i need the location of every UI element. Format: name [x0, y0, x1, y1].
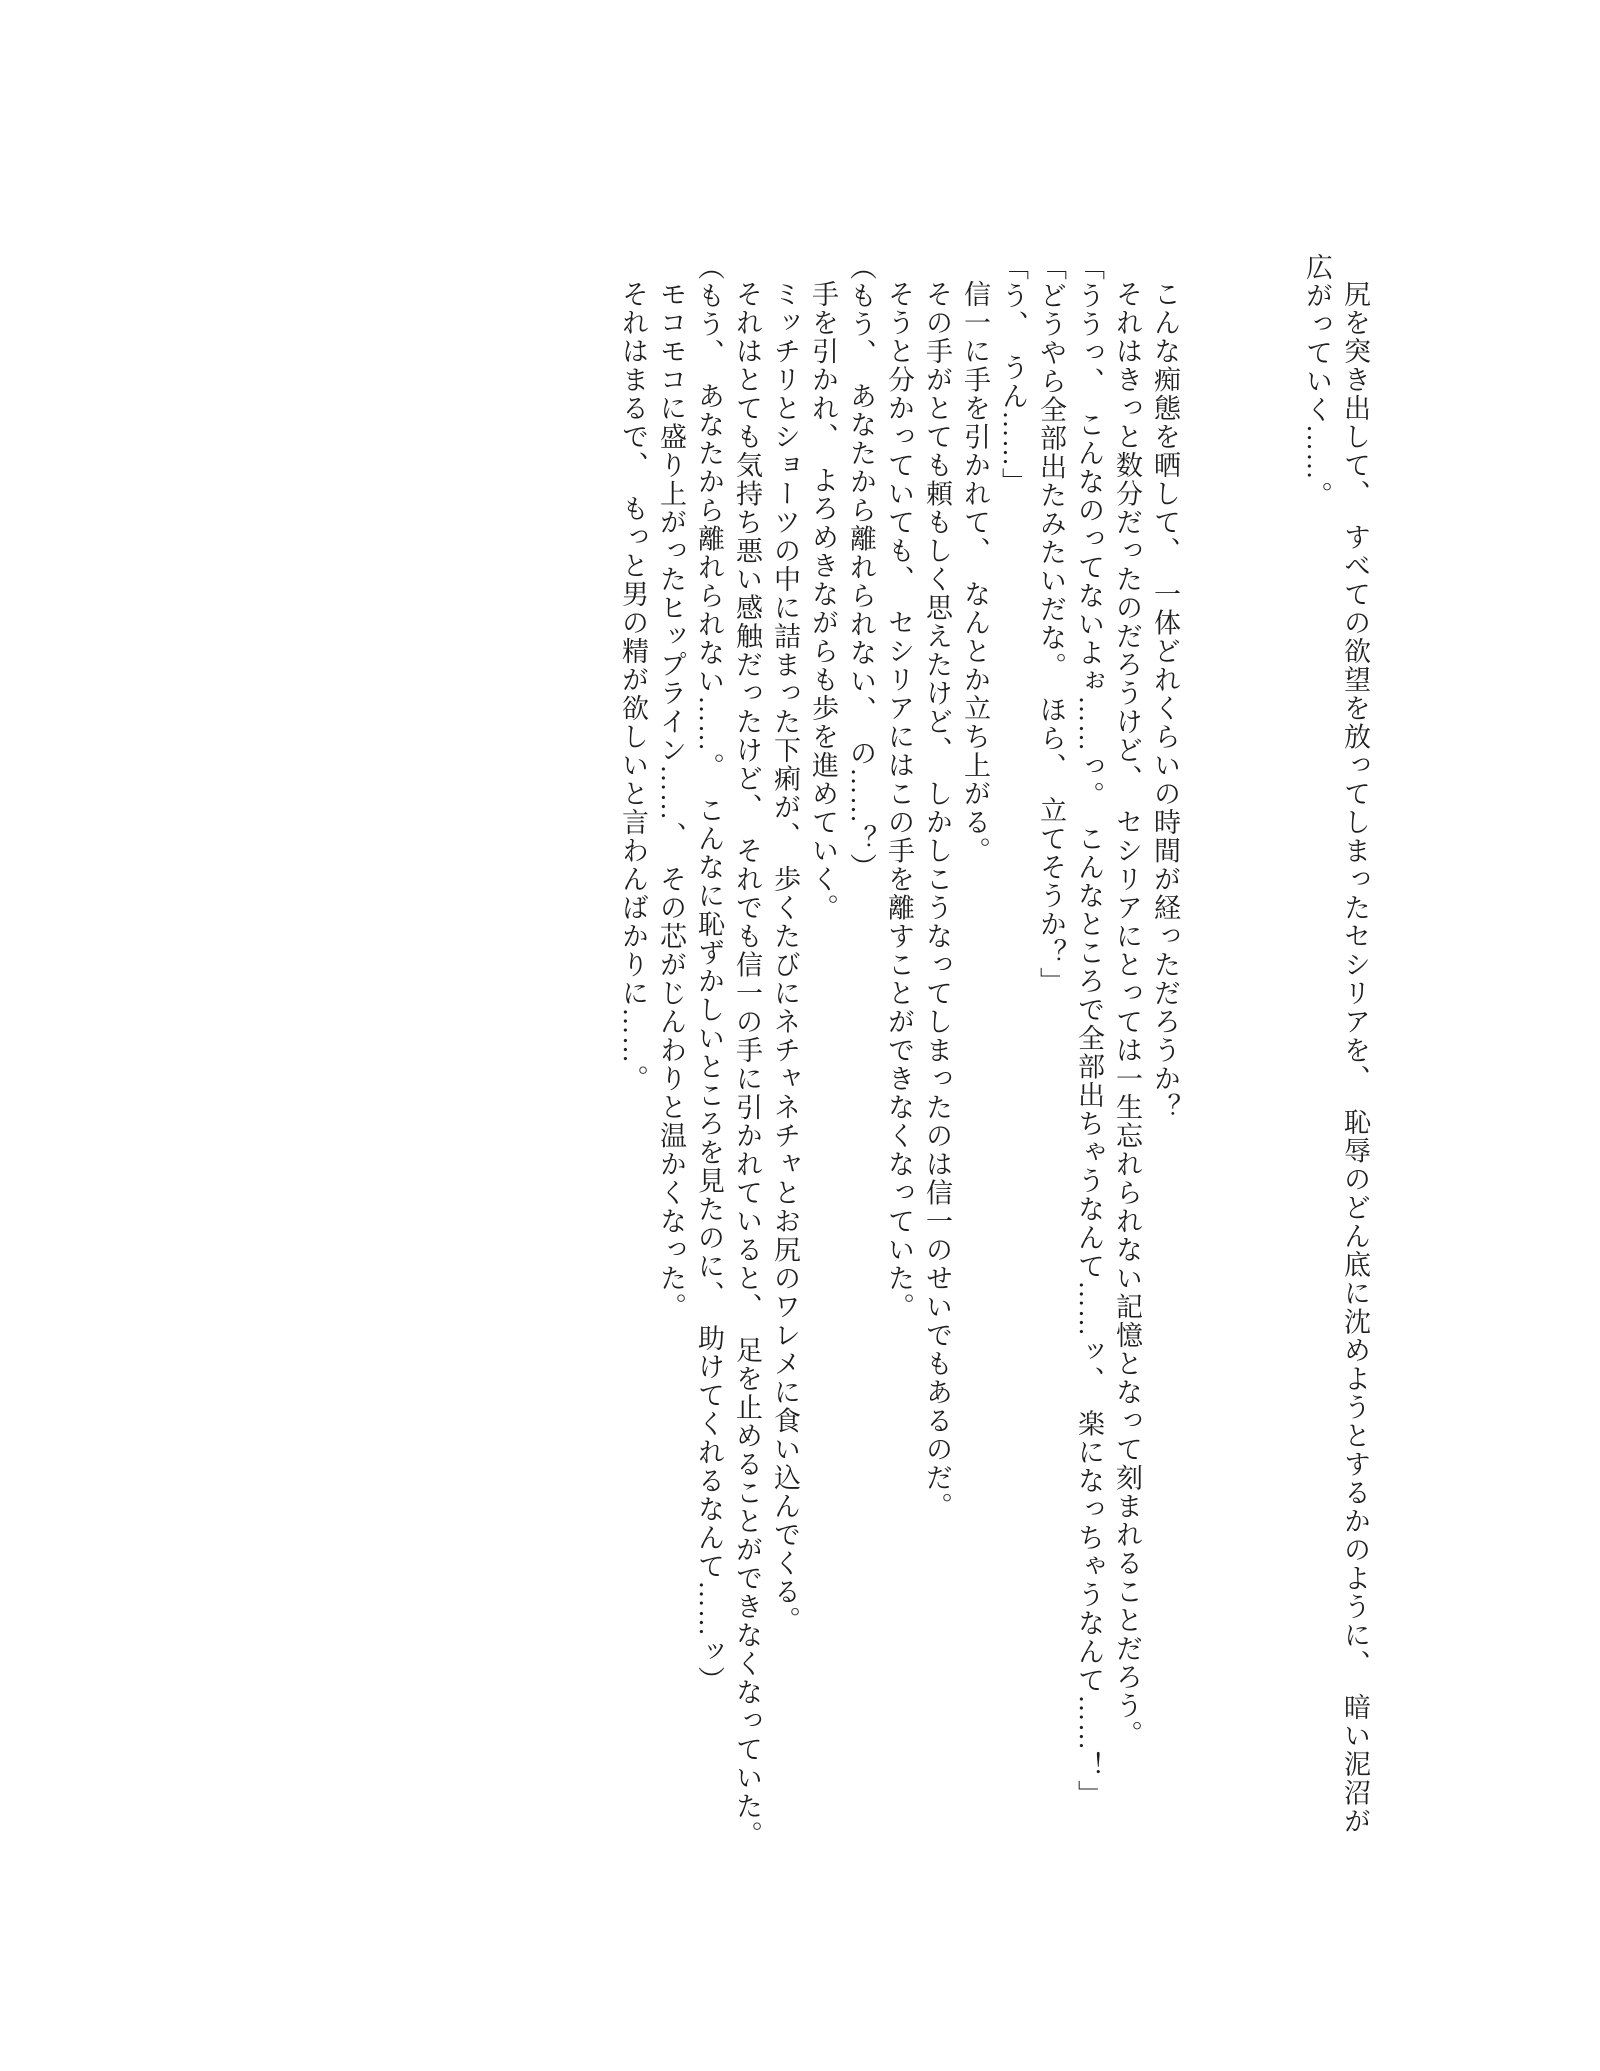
vertical-text-block: [614, 253, 1374, 1853]
paragraph: 信一に手を引かれて、 なんとか立ち上がる。: [960, 280, 990, 865]
paragraph: そうと分かっていても、 セシリアにはこの手を離すことができなくなっていた。: [884, 280, 914, 1321]
paragraph-thought: （もう、 あなたから離れられない、 の……？）: [846, 253, 876, 882]
paragraph: 手を引かれ、 よろめきながらも歩を進めていく。: [808, 280, 838, 922]
paragraph: その手がとても頼もしく思えたけど、 しかしこうなってしまったのは信一のせいでもあるのだ。: [922, 280, 952, 1521]
paragraph: 尻を突き出して、 すべての欲望を放ってしまったセシリアを、 恥辱のどん底に沈めようとするかのように、 暗い泥沼が広がっていく……。: [1302, 253, 1370, 1836]
paragraph-dialogue: 「ううっ、 こんなのってないよぉ……っ。 こんなところで全部出ちゃうなんて……ッ、 楽になっちゃうなんて……！」: [1074, 253, 1104, 1809]
paragraph: それはまるで、 もっと男の精が欲しいと言わんばかりに……。: [618, 280, 648, 1093]
paragraph: モコモコに盛り上がったヒップライン……、 その芯がじんわりと温かくなった。: [656, 280, 686, 1321]
paragraph-thought: （もう、 あなたから離れられない……。 こんなに恥ずかしいところを見たのに、 助けてくれるなんて……ッ）: [694, 253, 724, 1695]
paragraph: ミッチリとショーツの中に詰まった下痢が、 歩くたびにネチャネチャとお尻のワレメに食い込んでくる。: [770, 280, 800, 1635]
paragraph-dialogue: 「う、 うん……」: [998, 253, 1028, 496]
paragraph: それはきっと数分だったのだろうけど、 セシリアにとっては一生忘れられない記憶となって刻まれることだろう。: [1112, 280, 1142, 1749]
paragraph-dialogue: 「どうやら全部出たみたいだな。 ほら、 立てそうか？」: [1036, 253, 1066, 996]
paragraph: こんな痴態を晒して、 一体どれくらいの時間が経っただろうか？: [1150, 280, 1180, 1122]
paragraph: それはとても気持ち悪い感触だったけど、 それでも信一の手に引かれていると、 足を止めることができなくなっていた。: [732, 280, 762, 1849]
